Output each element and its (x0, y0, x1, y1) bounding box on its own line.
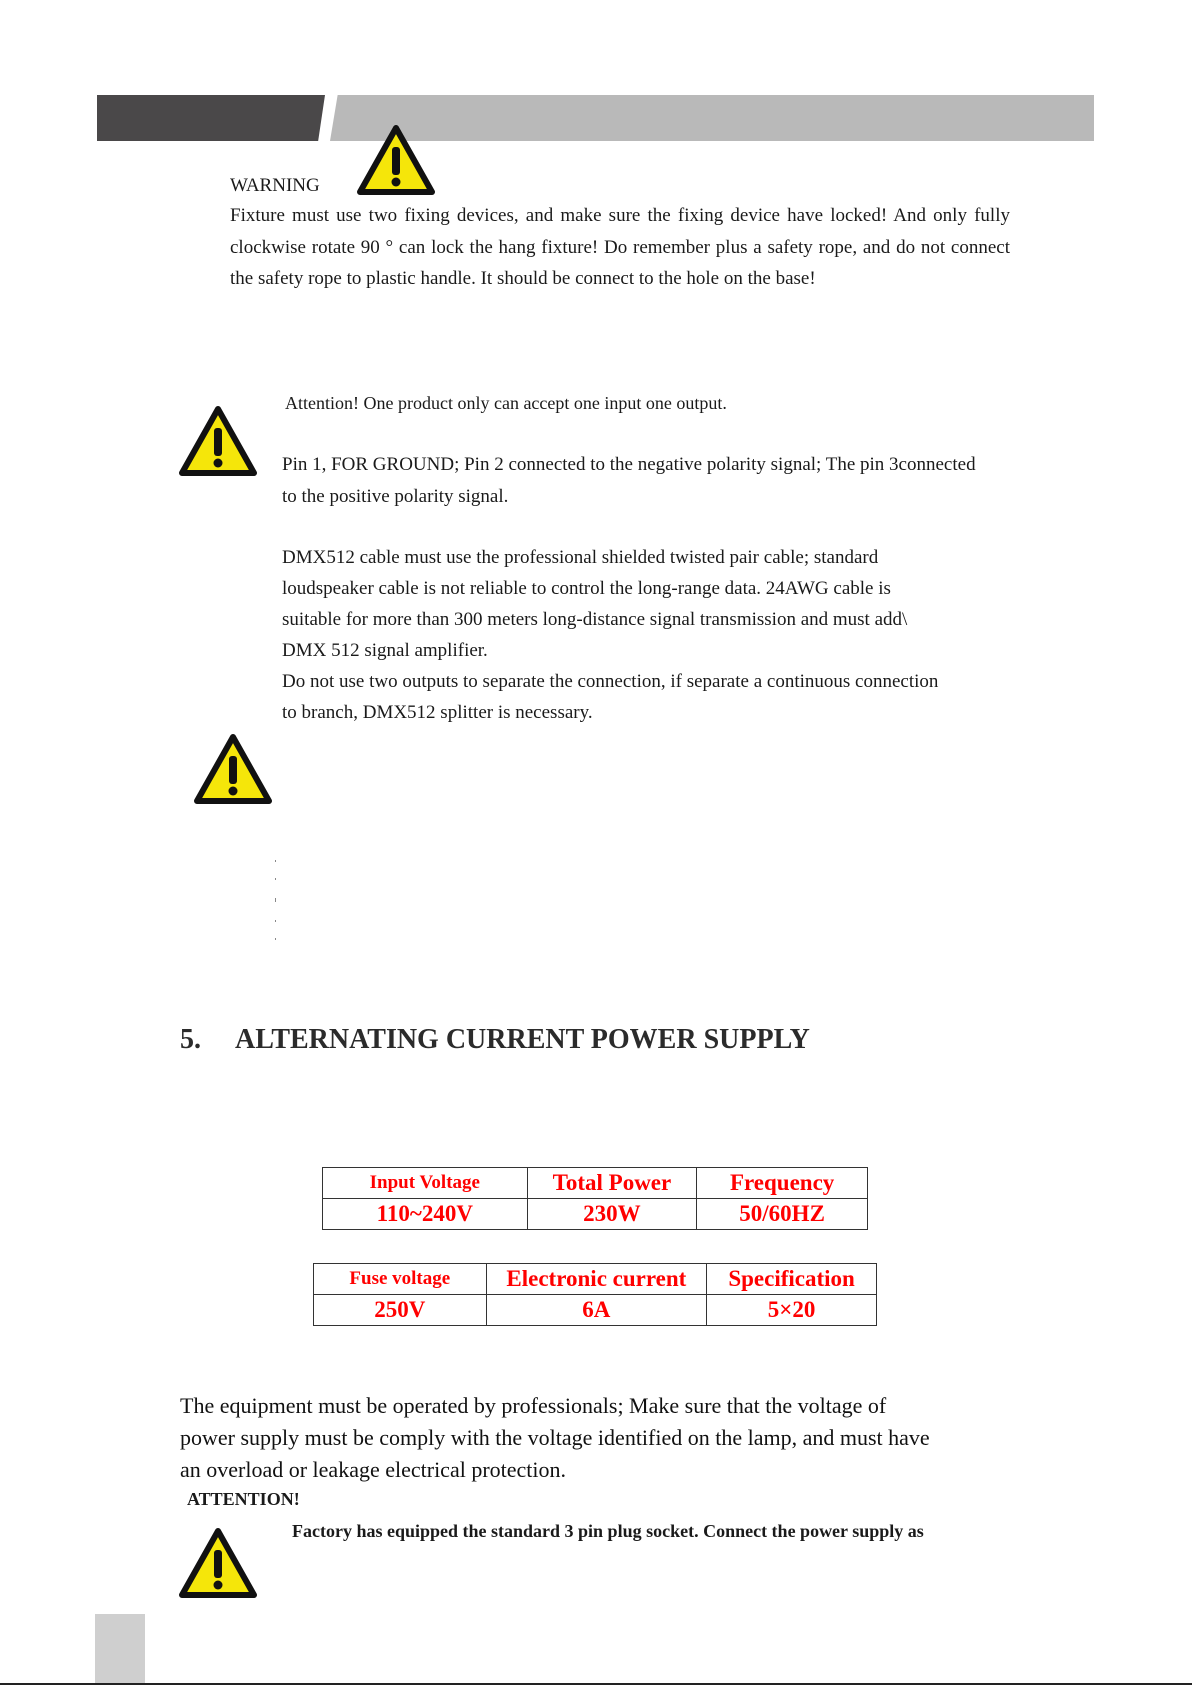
section-number: 5. (180, 1024, 201, 1055)
warning-triangle-icon (178, 405, 258, 477)
fuse-table (313, 1263, 877, 1326)
table-header-cell: Input Voltage (323, 1168, 528, 1199)
table-header-cell: Total Power (527, 1168, 697, 1199)
table-header-cell: Electronic current (486, 1264, 707, 1295)
warning-heading: WARNING (230, 175, 320, 196)
warning-triangle-icon (357, 125, 435, 195)
table-cell: 110~240V (323, 1199, 528, 1230)
power-note-line-2: power supply must be comply with the voltage identified on the lamp, and must have (180, 1425, 930, 1450)
power-note-line-1: The equipment must be operated by professionals; Make sure that the voltage of (180, 1393, 887, 1418)
dmx-cable-line-4: DMX 512 signal amplifier. (282, 640, 488, 661)
header-bar-dark (97, 95, 325, 141)
section-title (180, 1024, 810, 1056)
warning-text: Fixture must use two fixing devices, and make sure the fixing device have locked! And only fully clockwise rotate 90 ° can lock the hang fixture! Do remember plus a safety rope, and do not connect the safety rope to plastic handle. It should be connect to the hole on the base! (230, 205, 1010, 289)
table-row (323, 1168, 868, 1199)
warning-triangle-icon (193, 733, 273, 805)
table-row (314, 1295, 877, 1326)
table-cell: 6A (486, 1295, 707, 1326)
dmx-outputs-line-1: Do not use two outputs to separate the connection, if separate a continuous connection (282, 671, 939, 692)
dmx-outputs-line-2: to branch, DMX512 splitter is necessary. (282, 702, 593, 723)
power-table (322, 1167, 868, 1230)
section-title-text: ALTERNATING CURRENT POWER SUPPLY (235, 1024, 810, 1055)
table-row (314, 1264, 877, 1295)
table-header-cell: Specification (707, 1264, 877, 1295)
dmx-cable-line-3: suitable for more than 300 meters long-distance signal transmission and must add\ (282, 609, 908, 630)
warning-triangle-icon (178, 1527, 258, 1599)
table-header-cell: Fuse voltage (314, 1264, 487, 1295)
dmx-attention: Attention! One product only can accept one input one output. (285, 393, 727, 413)
table-header-cell: Frequency (697, 1168, 868, 1199)
header-bar-light (330, 95, 1094, 141)
table-cell: 250V (314, 1295, 487, 1326)
attention-heading: ATTENTION! (187, 1489, 300, 1509)
dmx-cable-line-1: DMX512 cable must use the professional shielded twisted pair cable; standard (282, 547, 879, 568)
dmx-pins-text: Pin 1, FOR GROUND; Pin 2 connected to the negative polarity signal; The pin 3connected to the positive polarity signal. (282, 454, 976, 507)
factory-note: Factory has equipped the standard 3 pin plug socket. Connect the power supply as (292, 1521, 924, 1541)
dmx-cable-line-2: loudspeaker cable is not reliable to control the long-range data. 24AWG cable is (282, 578, 891, 599)
table-cell: 5×20 (707, 1295, 877, 1326)
table-cell: 50/60HZ (697, 1199, 868, 1230)
footer-page-tab (95, 1614, 145, 1685)
power-note-line-3: an overload or leakage electrical protection. (180, 1457, 567, 1482)
table-row (323, 1199, 868, 1230)
table-cell: 230W (527, 1199, 697, 1230)
